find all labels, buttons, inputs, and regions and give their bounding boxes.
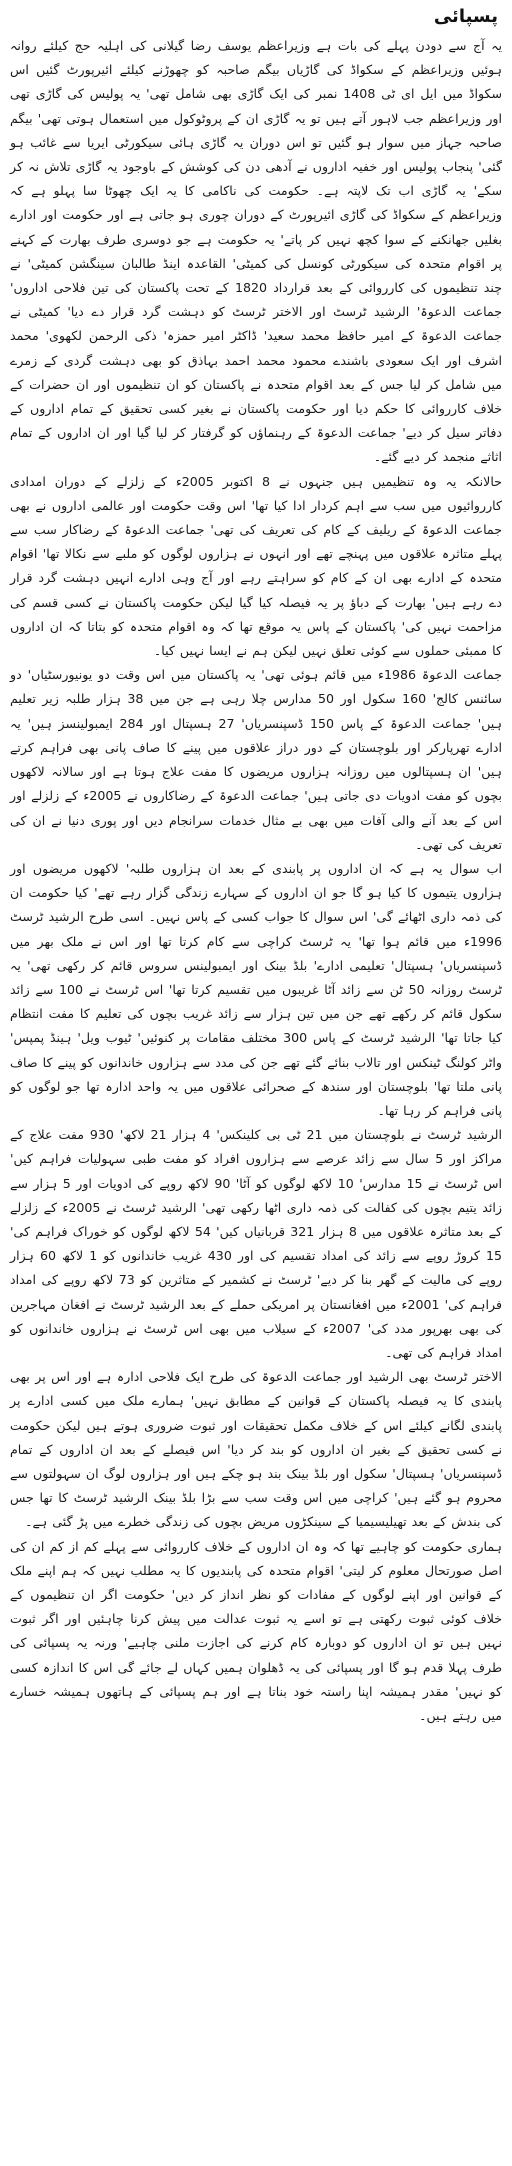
paragraph-2: حالانکہ یہ وہ تنظیمیں ہیں جنہوں نے 8 اکتوبر 2005ء کے زلزلے کے دوران امدادی کارروائیوں میں سب سے اہم کردار ادا کیا تھا' اس وقت حکومت اور عالمی اداروں نے بھی جماعت الدعوۃ کے ریلیف کے کام کی تعریف کی تھی' جماعت الدعوۃ کے رضاکار سب سے پہلے متاثرہ علاقوں میں پہنچے تھے اور انہوں نے ہزاروں لوگوں کو ملبے سے نکالا تھا' اقوام متحدہ کے ادارے بھی ان کے کام کو سراہتے رہے اور آج وہی ادارے انہیں دہشت گرد قرار دے رہے ہیں' بھارت کے دباؤ پر یہ فیصلہ کیا گیا لیکن حکومت پاکستان نے کسی قسم کی مزاحمت نہیں کی' پاکستان کے پاس یہ موقع تھا کہ وہ اقوام متحدہ کو بتاتا کہ ان اداروں کا ممبئی حملوں سے کوئی تعلق نہیں لیکن ہم نے ایسا نہیں کیا۔ (10, 473, 502, 659)
paragraph-3: جماعت الدعوۃ 1986ء میں قائم ہوئی تھی' یہ پاکستان میں اس وقت دو یونیورسٹیاں' دو سائنس کالج' 160 سکول اور 50 مدارس چلا رہی ہے جن میں 38 ہزار طلبہ زیر تعلیم ہیں' جماعت الدعوۃ کے پاس 150 ڈسپنسریاں' 27 ہسپتال اور 284 ایمبولینسز ہیں' یہ ادارے تھرپارکر اور بلوچستان کے دور دراز علاقوں میں پینے کا صاف پانی بھی فراہم کرتے ہیں' ان ہسپتالوں میں روزانہ ہزاروں مریضوں کا مفت علاج ہوتا ہے اور سالانہ لاکھوں بچوں کو مفت ادویات دی جاتی ہیں' جماعت الدعوۃ کے رضاکاروں نے 2005ء کے زلزلے اور اس کے بعد آنے والی آفات میں بھی بے مثال خدمات سرانجام دیں اور پوری دنیا نے ان کی تعریف کی تھی۔ (10, 667, 502, 852)
paragraph-7: ہماری حکومت کو چاہیے تھا کہ وہ ان اداروں کے خلاف کارروائی سے پہلے کم از کم ان کی اصل صورتحال معلوم کر لیتی' اقوام متحدہ کی پابندیوں کا یہ مطلب نہیں کہ ہم اپنے ملک کے قوانین اور اپنے لوگوں کے مفادات کو نظر انداز کر دیں' حکومت اگر ان تنظیموں کے خلاف کوئی ثبوت رکھتی ہے تو اسے یہ ثبوت عدالت میں پیش کرنا چاہئیں اور اگر ثبوت نہیں ہیں تو ان اداروں کو دوبارہ کام کرنے کی اجازت ملنی چاہیے' ورنہ یہ پسپائی کی طرف پہلا قدم ہو گا اور پسپائی کی یہ ڈھلوان ہمیں کہاں لے جائے گی اس کا اندازہ کسی کو نہیں' مقدر ہمیشہ اپنا راستہ خود بناتا ہے اور ہم پسپائی کے ہاتھوں ہمیشہ خسارے میں رہتے ہیں۔ (10, 1538, 502, 1724)
paragraph-4: اب سوال یہ ہے کہ ان اداروں پر پابندی کے بعد ان ہزاروں طلبہ' لاکھوں مریضوں اور ہزاروں یتیموں کا کیا ہو گا جو ان اداروں کے سہارے زندگی گزار رہے تھے' کیا حکومت ان کی ذمہ داری اٹھائے گی' اس سوال کا جواب کسی کے پاس نہیں۔ اسی طرح الرشید ٹرسٹ 1996ء میں قائم ہوا تھا' یہ ٹرسٹ کراچی سے کام کرتا تھا اور اس نے ملک بھر میں ڈسپنسریاں' ہسپتال' تعلیمی ادارے' بلڈ بینک اور ایمبولینس سروس قائم کر رکھی تھی' یہ ٹرسٹ روزانہ 50 ٹن سے زائد آٹا غریبوں میں تقسیم کرتا تھا' اس ٹرسٹ نے 100 سے زائد سکول قائم کر رکھے تھے جن میں تین ہزار سے زائد غریب بچوں کی تعلیم کا مفت انتظام کیا جاتا تھا' الرشید ٹرسٹ کے پاس 300 مختلف مقامات پر کنوئیں' ٹیوب ویل' ہینڈ پمپس' واٹر کولنگ ٹینکس اور تالاب بنائے گئے تھے جن کی مدد سے ہزاروں خاندانوں کو پینے کا صاف پانی ملتا تھا' بلوچستان اور سندھ کے صحرائی علاقوں میں یہ واحد ادارہ تھا جو لوگوں کو پانی فراہم کر رہا تھا۔ (10, 860, 502, 1118)
paragraph-1: یہ آج سے دودن پہلے کی بات ہے وزیراعظم یوسف رضا گیلانی کی اہلیہ حج کیلئے روانہ ہوئیں وزیراعظم کے سکواڈ کی گاڑیاں بیگم صاحبہ کو چھوڑنے کیلئے ائیرپورٹ گئیں اس سکواڈ میں ایل ای ٹی 1408 نمبر کی ایک گاڑی بھی شامل تھی' یہ پولیس کی گاڑی تھی اور وزیراعظم جب لاہور آتے ہیں تو یہ گاڑی ان کے پروٹوکول میں استعمال ہوتی تھی' بیگم صاحبہ جہاز میں سوار ہو گئیں تو اس دوران یہ گاڑی ہائی سیکورٹی ایریا سے غائب ہو گئی' پنجاب پولیس اور خفیہ اداروں نے آدھی دن کی کوشش کے باوجود یہ گاڑی تلاش نہ کر سکے' یہ گاڑی اب تک لاپتہ ہے۔ حکومت کی ناکامی کا یہ ایک چھوٹا سا پہلو ہے کہ وزیراعظم کے سکواڈ کی گاڑی ائیرپورٹ کے دوران چوری ہو جاتی ہے اور حکومت اور ادارے بغلیں جھانکنے کے سوا کچھ نہیں کر پاتے' یہ حکومت ہے جو دوسری طرف بھارت کے کہنے پر اقوام متحدہ کی سیکورٹی کونسل کی کمیٹی' القاعدہ اینڈ طالبان سینگشن کمیٹی' نے چند تنظیموں کی کارروائی کے بعد قرارداد 1820 کے تحت پاکستان کی تین فلاحی اداروں' جماعت الدعوۃ' الرشید ٹرسٹ اور الاختر ٹرسٹ کو دہشت گرد قرار دے دیا' کمیٹی نے جماعت الدعوۃ کے امیر حافظ محمد سعید' ڈاکٹر امیر حمزہ' ذکی الرحمن لکھوی' محمد اشرف اور ایک سعودی باشندے محمود محمد احمد بہاذق کو بھی دہشت گردی کے زمرے میں شامل کر لیا جس کے بعد اقوام متحدہ نے پاکستان کو ان تنظیموں اور ان حضرات کے خلاف کارروائی کا حکم دیا اور حکومت پاکستان نے بغیر کسی تحقیق کے تمام اداروں کے دفاتر سیل کر دیے' جماعت الدعوۃ کے رہنماؤں کو گرفتار کر لیا گیا اور ان اداروں کے تمام اثاثے منجمد کر دیے گئے۔ (10, 38, 502, 465)
article-body (10, 34, 502, 1728)
paragraph-6: الاختر ٹرسٹ بھی الرشید اور جماعت الدعوۃ کی طرح ایک فلاحی ادارہ ہے اور اس پر بھی پابندی کا یہ فیصلہ پاکستان کے قوانین کے مطابق نہیں' ہمارے ملک میں کسی ادارے پر پابندی لگانے کیلئے اس کے خلاف مکمل تحقیقات اور ثبوت ضروری ہوتے ہیں لیکن حکومت نے کسی تحقیق کے بغیر ان اداروں کو بند کر دیا' اس فیصلے کے بعد ان اداروں کے تمام ڈسپنسریاں' ہسپتال' سکول اور بلڈ بینک بند ہو چکے ہیں اور ہزاروں لوگ ان سہولتوں سے محروم ہو گئے ہیں' کراچی میں اس وقت سب سے بڑا بلڈ بینک الرشید ٹرسٹ کا تھا جس کی بندش کے بعد تھیلیسیمیا کے سینکڑوں مریض بچوں کی زندگی خطرے میں پڑ گئی ہے۔ (10, 1369, 502, 1530)
paragraph-5: الرشید ٹرسٹ نے بلوچستان میں 21 ٹی بی کلینکس' 4 ہزار 21 لاکھ' 930 مفت علاج کے مراکز اور 5 سال سے زائد عرصے سے ہزاروں افراد کو مفت طبی سہولیات فراہم کیں' اس ٹرسٹ نے 15 مدارس' 10 لاکھ لوگوں کو آٹا' 90 لاکھ روپے کی ادویات اور 5 ہزار سے زائد یتیم بچوں کی کفالت کی ذمہ داری اٹھا رکھی تھی' الرشید ٹرسٹ نے 2005ء کے زلزلے کے بعد متاثرہ علاقوں میں 8 ہزار 321 قربانیاں کیں' 54 لاکھ لوگوں کو خوراک فراہم کی' 15 کروڑ روپے سے زائد کی امداد تقسیم کی اور 430 غریب خاندانوں کو 1 لاکھ 60 ہزار روپے کی مالیت کے گھر بنا کر دیے' ٹرسٹ نے کشمیر کے متاثرین کو 73 لاکھ روپے کی امداد فراہم کی' 2001ء میں افغانستان پر امریکی حملے کے بعد الرشید ٹرسٹ نے افغان مہاجرین کی بھی بھرپور مدد کی' 2007ء کے سیلاب میں بھی اس ٹرسٹ نے ہزاروں خاندانوں کو امداد فراہم کی تھی۔ (10, 1127, 503, 1360)
article-headline: پسپائی (433, 6, 498, 27)
